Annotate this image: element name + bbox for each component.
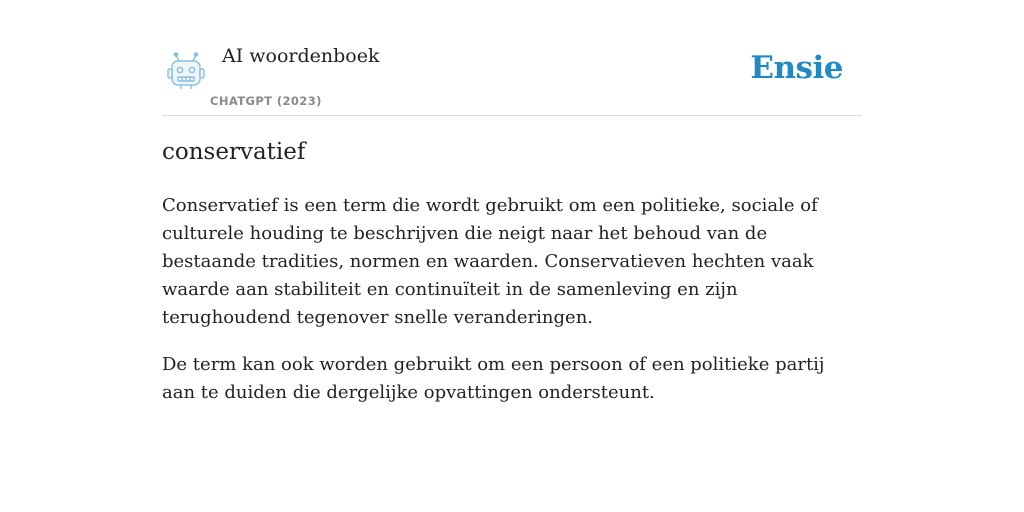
source-subtitle: CHATGPT (2023) [210,94,322,108]
source-title[interactable]: AI woordenboek [222,45,380,67]
source-header [162,0,862,116]
page-container [162,0,862,403]
robot-icon [166,52,206,90]
definition-paragraph: De term kan ook worden gebruikt om een persoon of een politieke partij aan te duiden die dergelijke opvattingen ondersteunt. [162,354,825,403]
definition-paragraph: Conservatief is een term die wordt gebruikt om een politieke, sociale of culturele houding te beschrijven die neigt naar het behoud van de bestaande tradities, normen en waarden. Conservatieven hechten vaak waarde aan stabiliteit en continuïteit in de samenleving en zijn terughoudend tegenover snelle veranderingen. [162,195,818,328]
definition-text [162,192,862,426]
entry-word: conservatief [162,139,306,165]
brand-logo[interactable]: Ensie [750,50,843,86]
